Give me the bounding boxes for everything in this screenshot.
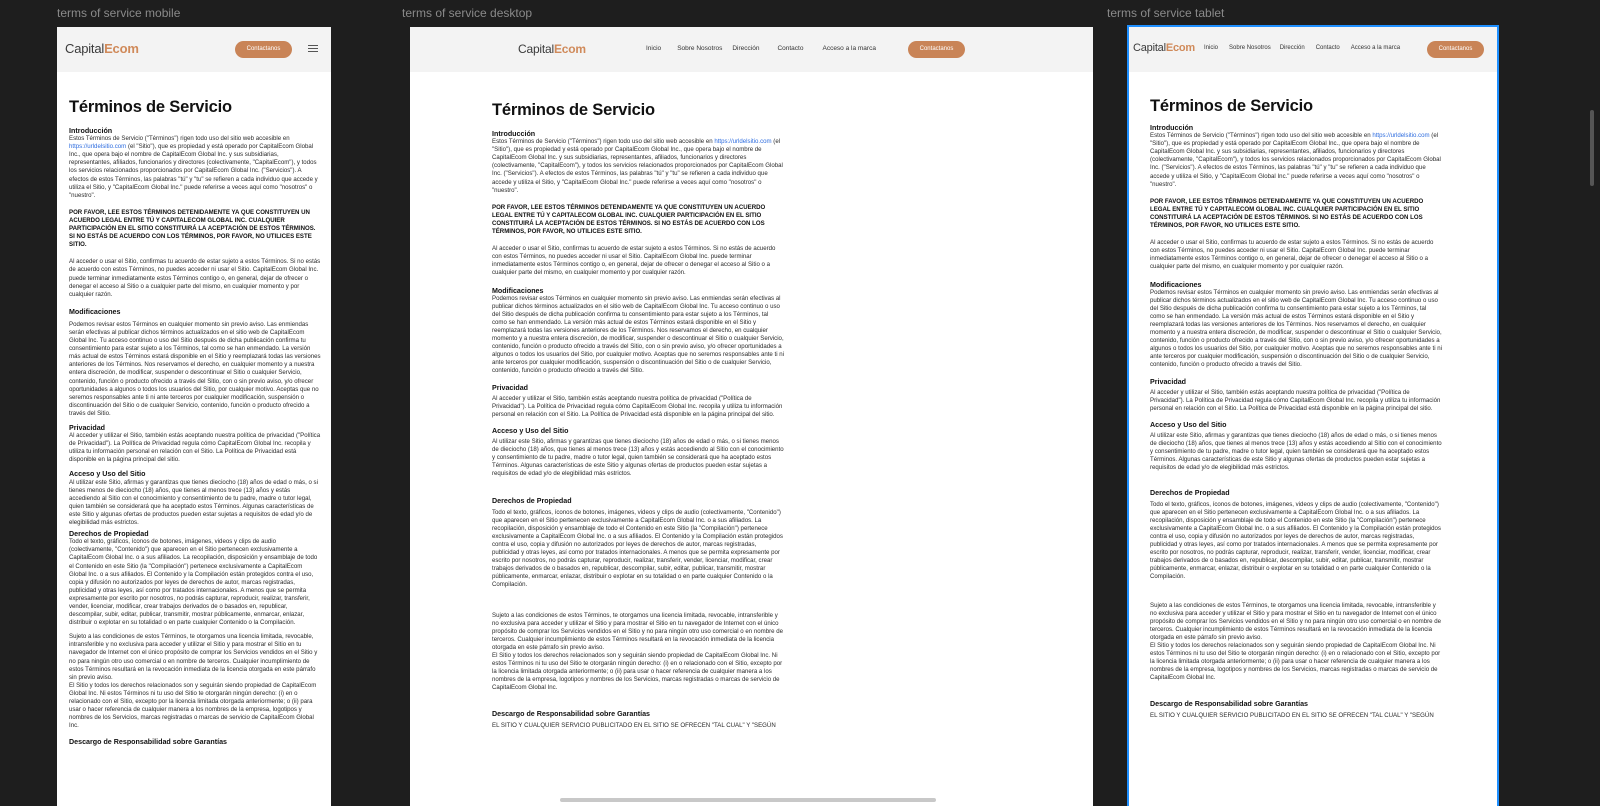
frame-label-tablet[interactable]: terms of service tablet	[1107, 6, 1225, 20]
contact-button[interactable]: Contactanos	[1427, 41, 1484, 58]
site-header	[410, 27, 1093, 72]
paragraph: Todo el texto, gráficos, íconos de botones, imágenes, videos y clips de audio (colectivamente, "Contenido") que aparecen en el Sitio pertenecen exclusivamente a CapitalEcom Global Inc. o a sus afiliados. La recopilación, disposición y ensamblaje de todo el Contenido en este Sitio (la "Compilación") pertenece exclusivamente a CapitalEcom Global Inc. o a sus afiliados. El Contenido y la Compilación están protegidos contra el uso, copia y difusión no autorizados por leyes de derechos de autor, marcas registradas, publicidad y otras leyes, así como por tratados internacionales. A menos que se permita expresamente por escrito por nosotros, no podrás capturar, reproducir, realizar, transferir, vender, licenciar, modificar, crear trabajos derivados de o basados en, republicar, descompilar, subir, editar, publicar, transmitir, mostrar públicamente, enmarcar, enlazar, distribuir o explotar en su totalidad o en parte cualquier Contenido o la Compilación.	[492, 508, 783, 589]
nav-item-contact[interactable]: Contacto	[1315, 45, 1340, 51]
paragraph: Estos Términos de Servicio ("Términos") rigen todo uso del sitio web accesible en https://urldelsitio.com (el "Sitio"), que es propiedad y está operado por CapitalEcom Global Inc., que opera bajo el nombre de CapitalEcom Global Inc. y sus subsidiarias, representantes, afiliados, funcionarios y directores (colectivamente, "CapitalEcom"), y todos los servicios relacionados proporcionados por CapitalEcom Global Inc. ("Servicios"). A efectos de estos Términos, las palabras "tú" y "tu" se refieren a cada individuo que accede y utiliza el Sitio, y "CapitalEcom Global Inc." puede referirse a veces aquí como "nosotros" o "nuestro".	[1150, 132, 1441, 188]
paragraph: Al utilizar este Sitio, afirmas y garantizas que tienes dieciocho (18) años de edad o más, o si tienes menos de dieciocho (18) años, que tienes al menos trece (13) años y estás accediendo al Sitio con el conocimiento y consentimiento de tu padre, madre o tutor legal, quien también se considerará que ha aceptado estos Términos. Algunas características de este Sitio y algunas ofertas de productos pueden estar sujetas a requisitos de edad y/o de elegibilidad más estrictos.	[1150, 432, 1442, 472]
canvas-scrollbar[interactable]	[1590, 110, 1594, 186]
nav-item-home[interactable]: Inicio	[646, 45, 662, 52]
paragraph: Al acceder y utilizar el Sitio, también estás aceptando nuestra política de privacidad ("Política de Privacidad"). La Política de Privacidad regula cómo CapitalEcom Global Inc. recopila y utiliza tu información personal en relación con el Sitio. La Política de Privacidad está disponible en la página principal del sitio.	[492, 394, 783, 418]
paragraph: Al acceder o usar el Sitio, confirmas tu acuerdo de estar sujeto a estos Términos. Si no estás de acuerdo con estos Términos, no puedes acceder ni usar el Sitio. CapitalEcom Global Inc. puede terminar inmediatamente estos Términos contigo o, en general, dejar de ofrecer o denegar el acceso al Sitio o a cualquier parte del mismo, en cualquier momento y por cualquier razón.	[69, 258, 321, 298]
nav-item-contact[interactable]: Contacto	[777, 45, 804, 52]
frame-desktop[interactable]	[410, 27, 1093, 806]
nav-item-direction[interactable]: Dirección	[1279, 45, 1305, 51]
paragraph: Todo el texto, gráficos, íconos de botones, imágenes, videos y clips de audio (colectivamente, "Contenido") que aparecen en el Sitio pertenecen exclusivamente a CapitalEcom Global Inc. o a sus afiliados. La recopilación, disposición y ensamblaje de todo el Contenido en este Sitio (la "Compilación") pertenece exclusivamente a CapitalEcom Global Inc. o a sus afiliados. El Contenido y la Compilación están protegidos contra el uso, copia y difusión no autorizados por leyes de derechos de autor, marcas registradas, publicidad y otras leyes, así como por tratados internacionales. A menos que se permita expresamente por escrito por nosotros, no podrás capturar, reproducir, realizar, transferir, vender, licenciar, modificar, crear trabajos derivados de o basados en, republicar, descompilar, subir, editar, publicar, transmitir, mostrar públicamente, enmarcar, enlazar, distribuir o explotar en su totalidad o en parte cualquier Contenido o la Compilación.	[1150, 500, 1441, 581]
section-heading: Derechos de Propiedad	[1150, 489, 1230, 498]
section-heading: Privacidad	[492, 383, 529, 392]
paragraph: Al acceder o usar el Sitio, confirmas tu acuerdo de estar sujeto a estos Términos. Si no estás de acuerdo con estos Términos, no puedes acceder ni usar el Sitio. CapitalEcom Global Inc. puede terminar inmediatamente estos Términos contigo o, en general, dejar de ofrecer o denegar el acceso al Sitio o a cualquier parte del mismo, en cualquier momento y por cualquier razón.	[492, 245, 776, 277]
section-heading: Introducción	[492, 130, 536, 138]
frame-label-desktop[interactable]: terms of service desktop	[402, 6, 533, 20]
terms-content	[69, 97, 321, 746]
warning-paragraph: POR FAVOR, LEE ESTOS TÉRMINOS DETENIDAMENTE YA QUE CONSTITUYEN UN ACUERDO LEGAL ENTRE TÚ Y CAPITALECOM GLOBAL INC. CUALQUIER PARTICIPACIÓN EN EL SITIO CONSTITUIRÁ LA ACEPTACIÓN DE ESTOS TÉRMINOS. SI NO ESTÁS DE ACUERDO CON LOS TÉRMINOS, POR FAVOR, NO UTILICES ESTE SITIO.	[69, 208, 316, 249]
paragraph: El Sitio y todos los derechos relacionados son y seguirán siendo propiedad de CapitalEcom Global Inc. Ni estos Términos ni tu uso del Sitio te otorgarán ningún derecho: (i) en o relacionado con el Sitio, excepto por la licencia limitada otorgada anteriormente; o (ii) para usar o hacer referencia de cualquier manera a los nombres de la empresa, logotipos y nombres de los Servicios, marcas registradas o marcas de servicio de CapitalEcom Global Inc.	[1150, 641, 1441, 682]
terms-content	[1150, 96, 1442, 720]
brand-logo[interactable]: CapitalEcom	[1133, 42, 1195, 54]
horizontal-scrollbar[interactable]	[560, 798, 936, 802]
paragraph: Al utilizar este Sitio, afirmas y garantizas que tienes dieciocho (18) años de edad o más, o si tienes menos de dieciocho (18) años, que tienes al menos trece (13) años y estás accediendo al Sitio con el conocimiento y consentimiento de tu padre, madre o tutor legal, quien también se considerará que ha aceptado estos Términos. Algunas características de este Sitio y algunas ofertas de productos pueden estar sujetas a requisitos de edad y/o de elegibilidad más estrictos.	[492, 438, 784, 478]
nav-item-home[interactable]: Inicio	[1204, 45, 1219, 51]
contact-button[interactable]: Contactanos	[235, 41, 292, 58]
paragraph: EL SITIO Y CUALQUIER SERVICIO PUBLICITADO EN EL SITIO SE OFRECEN "TAL CUAL" Y "SEGÚN	[1150, 711, 1434, 719]
warning-paragraph: POR FAVOR, LEE ESTOS TÉRMINOS DETENIDAMENTE YA QUE CONSTITUYEN UN ACUERDO LEGAL ENTRE TÚ Y CAPITALECOM GLOBAL INC. CUALQUIER PARTICIPACIÓN EN EL SITIO CONSTITUIRÁ LA ACEPTACIÓN DE ESTOS TÉRMINOS. SI NO ESTÁS DE ACUERDO CON LOS TÉRMINOS, POR FAVOR, NO UTILICES ESTE SITIO.	[492, 203, 766, 236]
section-heading: Acceso y Uso del Sitio	[492, 426, 569, 435]
page-title: Términos de Servicio	[69, 98, 232, 116]
paragraph: Podemos revisar estos Términos en cualquier momento sin previo aviso. Las enmiendas serán efectivas al publicar dichos términos actualizados en el sitio web de CapitalEcom Global Inc. Tu acceso continuo o uso del Sitio después de dicha publicación confirma tu consentimiento para estar sujeto a los Términos, tal como se han enmendado. La versión más actual de estos Términos estará disponible en el Sitio y reemplazará todas las versiones anteriores de los Términos. Nos reservamos el derecho, en cualquier momento y a nuestra entera discreción, de modificar, suspender o descontinuar el Sitio o cualquier Servicio, contenido, función o producto ofrecido a través del Sitio, con o sin previo aviso, y/o ofrecer oportunidades a algunos o todos los usuarios del Sitio, por cualquier motivo. Aceptas que no seremos responsables ante ti ni ante terceros por cualquier modificación, suspensión o discontinuación del Sitio o de cualquier Servicio, contenido, función o producto ofrecido a través del Sitio.	[69, 320, 321, 417]
brand-logo[interactable]: CapitalEcom	[65, 41, 139, 56]
section-heading: Acceso y Uso del Sitio	[1150, 420, 1227, 429]
paragraph: El Sitio y todos los derechos relacionados son y seguirán siendo propiedad de CapitalEcom Global Inc. Ni estos Términos ni tu uso del Sitio te otorgarán ningún derecho: (i) en o relacionado con el Sitio, excepto por la licencia limitada otorgada anteriormente; o (ii) para usar o hacer referencia de cualquier manera a los nombres de la empresa, logotipos y nombres de los Servicios, marcas registradas o marcas de servicio de CapitalEcom Global Inc.	[492, 651, 783, 692]
main-nav	[646, 45, 876, 52]
page-title: Términos de Servicio	[1150, 97, 1313, 115]
section-heading: Privacidad	[1150, 377, 1187, 386]
nav-item-about[interactable]: Sobre Nosotros	[1229, 45, 1271, 51]
paragraph: Todo el texto, gráficos, íconos de botones, imágenes, videos y clips de audio (colectivamente, "Contenido") que aparecen en el Sitio pertenecen exclusivamente a CapitalEcom Global Inc. o a sus afiliados. La recopilación, disposición y ensamblaje de todo el Contenido en este Sitio (la "Compilación") pertenece exclusivamente a CapitalEcom Global Inc. o a sus afiliados. El Contenido y la Compilación están protegidos contra el uso, copia y difusión no autorizados por leyes de derechos de autor, marcas registradas, publicidad y otras leyes, así como por tratados internacionales. A menos que se permita expresamente por escrito por nosotros, no podrás capturar, reproducir, realizar, transferir, vender, licenciar, modificar, crear trabajos derivados de o basados en, republicar, descompilar, subir, editar, publicar, transmitir, mostrar públicamente, enmarcar, enlazar, distribuir o explotar en su totalidad o en parte cualquier Contenido o la Compilación.	[69, 538, 318, 627]
section-heading: Descargo de Responsabilidad sobre Garantías	[492, 710, 650, 719]
section-heading: Derechos de Propiedad	[69, 530, 149, 539]
paragraph: Al acceder y utilizar el Sitio, también estás aceptando nuestra política de privacidad ("Política de Privacidad"). La Política de Privacidad regula cómo CapitalEcom Global Inc. recopila y utiliza tu información personal en relación con el Sitio. La Política de Privacidad está disponible en la página principal del sitio.	[69, 432, 321, 464]
nav-item-brand-access[interactable]: Acceso a la marca	[1350, 45, 1401, 51]
main-nav	[1204, 45, 1400, 51]
section-heading: Descargo de Responsabilidad sobre Garantías	[1150, 700, 1308, 709]
paragraph: Al acceder y utilizar el Sitio, también estás aceptando nuestra política de privacidad ("Política de Privacidad"). La Política de Privacidad regula cómo CapitalEcom Global Inc. recopila y utiliza tu información personal en relación con el Sitio. La Política de Privacidad está disponible en la página principal del sitio.	[1150, 388, 1441, 412]
nav-item-direction[interactable]: Dirección	[732, 45, 760, 52]
section-heading: Acceso y Uso del Sitio	[69, 470, 146, 479]
site-link[interactable]: https://urldelsitio.com	[69, 143, 127, 151]
paragraph: Al utilizar este Sitio, afirmas y garantizas que tienes dieciocho (18) años de edad o más, o si tienes menos de dieciocho (18) años, que tienes al menos trece (13) años y estás accediendo al Sitio con el conocimiento y consentimiento de tu padre, madre o tutor legal, quien también se considerará que ha aceptado estos Términos. Algunas características de este Sitio y algunas ofertas de productos pueden estar sujetas a requisitos de edad y/o de elegibilidad más estrictos.	[69, 478, 318, 527]
paragraph: EL SITIO Y CUALQUIER SERVICIO PUBLICITADO EN EL SITIO SE OFRECEN "TAL CUAL" Y "SEGÚN	[492, 721, 776, 729]
frame-label-mobile[interactable]: terms of service mobile	[57, 6, 181, 20]
paragraph: Podemos revisar estos Términos en cualquier momento sin previo aviso. Las enmiendas serán efectivas al publicar dichos términos actualizados en el sitio web de CapitalEcom Global Inc. Tu acceso continuo o uso del Sitio después de dicha publicación confirma tu consentimiento para estar sujeto a los Términos, tal como se han enmendado. La versión más actual de estos Términos estará disponible en el Sitio y reemplazará todas las versiones anteriores de los Términos. Nos reservamos el derecho, en cualquier momento y a nuestra entera discreción, de modificar, suspender o descontinuar el Sitio o cualquier Servicio, contenido, función o producto ofrecido a través del Sitio, con o sin previo aviso, y/o ofrecer oportunidades a algunos o todos los usuarios del Sitio, por cualquier motivo. Aceptas que no seremos responsables ante ti ni ante terceros por cualquier modificación, suspensión o discontinuación del Sitio o de cualquier Servicio, contenido, función o producto ofrecido a través del Sitio.	[1150, 288, 1442, 369]
paragraph: Estos Términos de Servicio ("Términos") rigen todo uso del sitio web accesible en https://urldelsitio.com (el "Sitio"), que es propiedad y está operado por CapitalEcom Global Inc., que opera bajo el nombre de CapitalEcom Global Inc. y sus subsidiarias, representantes, afiliados, funcionarios y directores (colectivamente, "CapitalEcom"), y todos los servicios relacionados proporcionados por CapitalEcom Global Inc. ("Servicios"). A efectos de estos Términos, las palabras "tú" y "tu" se refieren a cada individuo que accede y utiliza el Sitio, y "CapitalEcom Global Inc." puede referirse a veces aquí como "nosotros" o "nuestro".	[492, 138, 783, 194]
paragraph: Sujeto a las condiciones de estos Términos, te otorgamos una licencia limitada, revocable, intransferible y no exclusiva para acceder y utilizar el Sitio y para mostrar el Sitio en tu navegador de Internet con el único propósito de comprar los Servicios vendidos en el Sitio y no para ningún otro uso comercial o en nombre de terceros. Cualquier incumplimiento de estos Términos resultará en la revocación inmediata de la licencia otorgada en este párrafo sin previo aviso.	[69, 633, 318, 681]
warning-paragraph: POR FAVOR, LEE ESTOS TÉRMINOS DETENIDAMENTE YA QUE CONSTITUYEN UN ACUERDO LEGAL ENTRE TÚ Y CAPITALECOM GLOBAL INC. CUALQUIER PARTICIPACIÓN EN EL SITIO CONSTITUIRÁ LA ACEPTACIÓN DE ESTOS TÉRMINOS. SI NO ESTÁS DE ACUERDO CON LOS TÉRMINOS, POR FAVOR, NO UTILICES ESTE SITIO.	[1150, 197, 1424, 230]
paragraph: Al acceder o usar el Sitio, confirmas tu acuerdo de estar sujeto a estos Términos. Si no estás de acuerdo con estos Términos, no puedes acceder ni usar el Sitio. CapitalEcom Global Inc. puede terminar inmediatamente estos Términos contigo o, en general, dejar de ofrecer o denegar el acceso al Sitio o a cualquier parte del mismo, en cualquier momento y por cualquier razón.	[1150, 239, 1434, 271]
hamburger-menu-icon[interactable]	[308, 43, 318, 54]
section-heading: Privacidad	[69, 424, 106, 432]
page-title: Términos de Servicio	[492, 101, 655, 119]
paragraph: El Sitio y todos los derechos relacionados son y seguirán siendo propiedad de CapitalEcom Global Inc. Ni estos Términos ni tu uso del Sitio te otorgarán ningún derecho: (i) en o relacionado con el Sitio, excepto por la licencia limitada otorgada anteriormente; o (ii) para usar o hacer referencia de cualquier manera a los nombres de la empresa, logotipos y nombres de los Servicios, marcas registradas o marcas de servicio de CapitalEcom Global Inc.	[69, 681, 317, 730]
site-link[interactable]: https://urldelsitio.com	[714, 138, 772, 146]
brand-logo[interactable]: CapitalEcom	[518, 42, 586, 56]
section-heading: Introducción	[1150, 124, 1194, 132]
site-link[interactable]: https://urldelsitio.com	[1372, 132, 1430, 140]
section-heading: Introducción	[69, 127, 113, 135]
section-heading: Modificaciones	[1150, 280, 1202, 289]
paragraph: Podemos revisar estos Términos en cualquier momento sin previo aviso. Las enmiendas serán efectivas al publicar dichos términos actualizados en el sitio web de CapitalEcom Global Inc. Tu acceso continuo o uso del Sitio después de dicha publicación confirma tu consentimiento para estar sujeto a los Términos, tal como se han enmendado. La versión más actual de estos Términos estará disponible en el Sitio y reemplazará todas las versiones anteriores de los Términos. Nos reservamos el derecho, en cualquier momento y a nuestra entera discreción, de modificar, suspender o descontinuar el Sitio o cualquier Servicio, contenido, función o producto ofrecido a través del Sitio, con o sin previo aviso, y/o ofrecer oportunidades a algunos o todos los usuarios del Sitio, por cualquier motivo. Aceptas que no seremos responsables ante ti ni ante terceros por cualquier modificación, suspensión o discontinuación del Sitio o de cualquier Servicio, contenido, función o producto ofrecido a través del Sitio.	[492, 294, 784, 375]
nav-item-brand-access[interactable]: Acceso a la marca	[822, 45, 876, 52]
site-header	[57, 27, 331, 72]
terms-content	[492, 100, 784, 730]
site-header	[1129, 27, 1497, 72]
nav-item-about[interactable]: Sobre Nosotros	[677, 45, 723, 52]
paragraph: Sujeto a las condiciones de estos Términos, te otorgamos una licencia limitada, revocable, intransferible y no exclusiva para acceder y utilizar el Sitio y para mostrar el Sitio en tu navegador de Internet con el único propósito de comprar los Servicios vendidos en el Sitio y no para ningún otro uso comercial o en nombre de terceros. Cualquier incumplimiento de estos Términos resultará en la revocación inmediata de la licencia otorgada en este párrafo sin previo aviso.	[492, 611, 783, 651]
section-heading: Modificaciones	[492, 286, 544, 295]
section-heading: Derechos de Propiedad	[492, 497, 572, 506]
frame-mobile[interactable]	[57, 27, 331, 806]
paragraph: Estos Términos de Servicio ("Términos") rigen todo uso del sitio web accesible en https://urldelsitio.com (el "Sitio"), que es propiedad y está operado por CapitalEcom Global Inc., que opera bajo el nombre de CapitalEcom Global Inc. y sus subsidiarias, representantes, afiliados, funcionarios y directores (colectivamente, "CapitalEcom"), y todos los servicios relacionados proporcionados por CapitalEcom Global Inc. ("Servicios"). A efectos de estos Términos, las palabras "tú" y "tu" se refieren a cada individuo que accede y utiliza el Sitio, y "CapitalEcom Global Inc." puede referirse a veces aquí como "nosotros" o "nuestro".	[69, 135, 318, 199]
section-heading: Modificaciones	[69, 307, 121, 316]
contact-button[interactable]: Contactanos	[908, 41, 965, 58]
paragraph: Sujeto a las condiciones de estos Términos, te otorgamos una licencia limitada, revocable, intransferible y no exclusiva para acceder y utilizar el Sitio y para mostrar el Sitio en tu navegador de Internet con el único propósito de comprar los Servicios vendidos en el Sitio y no para ningún otro uso comercial o en nombre de terceros. Cualquier incumplimiento de estos Términos resultará en la revocación inmediata de la licencia otorgada en este párrafo sin previo aviso.	[1150, 601, 1441, 641]
frame-tablet[interactable]	[1129, 27, 1497, 806]
section-heading: Descargo de Responsabilidad sobre Garantías	[69, 738, 227, 747]
